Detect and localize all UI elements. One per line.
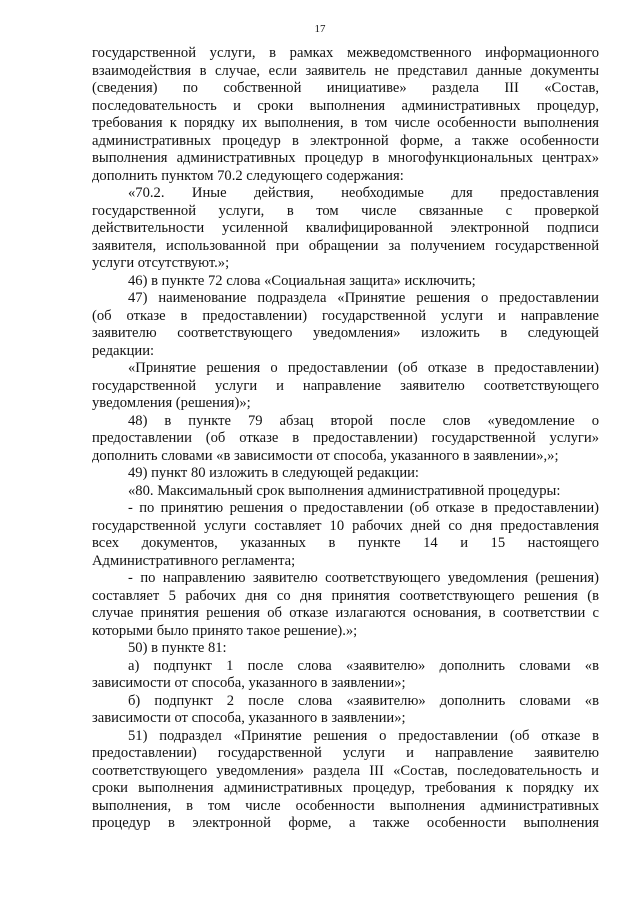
text-line: зависимости от способа, указанного в заявлении»; <box>92 675 406 691</box>
text-line: дополнить словами «в зависимости от способа, указанного в заявлении»,»; <box>92 447 559 464</box>
text-line: - по принятию решения о предоставлении (об отказе в предоставлении) <box>128 500 599 516</box>
text-line: (об отказе в предоставлении) государственной услуги и направление <box>92 307 599 324</box>
text-line: выполнения административных процедур в многофункциональных центрах» <box>92 150 599 166</box>
text-line: взаимодействия в случае, если заявитель не представил данные документы <box>92 62 599 79</box>
text-line: всех документов, указанных в пункте 14 и 15 настоящего <box>92 535 599 551</box>
text-line: государственной услуги и направление заявителю соответствующего <box>92 377 599 394</box>
page-number: 17 <box>314 23 326 35</box>
text-line: предоставлении (об отказе в предоставлении) государственной услуги» <box>92 430 599 446</box>
text-line: дополнить пунктом 70.2 следующего содержания: <box>92 167 404 184</box>
text-line: заявителю соответствующего уведомления» изложить в следующей <box>92 325 599 341</box>
text-line: которыми было принято такое решение).»; <box>92 622 358 639</box>
text-line: государственной услуги составляет 10 рабочих дней со дня предоставления <box>92 517 599 534</box>
text-line: Административного регламента; <box>92 552 296 569</box>
text-line: соответствующего уведомления» раздела III «Состав, последовательность и <box>92 762 599 779</box>
text-line: 51) подраздел «Принятие решения о предоставлении (об отказе в <box>128 727 599 744</box>
text-line: редакции: <box>92 342 155 359</box>
text-line: 50) в пункте 81: <box>128 640 227 656</box>
text-line: составляет 5 рабочих дня со дня принятия соответствующего решения (в <box>92 587 599 604</box>
text-line: административных процедур в электронной форме, а также особенности <box>92 132 599 149</box>
text-line: случае принятия решения об отказе излагаются основания, в соответствии с <box>92 605 599 621</box>
text-line: сроки выполнения административных процедур, требования к порядку их <box>92 780 599 796</box>
text-line: 47) наименование подраздела «Принятие решения о предоставлении <box>128 290 599 306</box>
text-line: «80. Максимальный срок выполнения административной процедуры: <box>128 482 561 499</box>
text-line: 46) в пункте 72 слова «Социальная защита» исключить; <box>128 272 476 289</box>
text-line: «70.2. Иные действия, необходимые для предоставления <box>128 185 599 201</box>
document-body <box>92 45 599 833</box>
text-line: зависимости от способа, указанного в заявлении»; <box>92 710 406 726</box>
text-line: - по направлению заявителю соответствующего уведомления (решения) <box>128 570 599 586</box>
text-line: а) подпункт 1 после слова «заявителю» дополнить словами «в <box>128 657 599 674</box>
text-line: государственной услуги, в том числе связанные с проверкой <box>92 202 599 219</box>
text-line: (сведения) по собственной инициативе» раздела III «Состав, <box>92 80 599 96</box>
text-line: 48) в пункте 79 абзац второй после слов «уведомление о <box>128 412 599 429</box>
text-line: требования к порядку их выполнения, в том числе особенности выполнения <box>92 115 599 131</box>
text-line: процедур в электронной форме, а также особенности выполнения <box>92 815 599 831</box>
text-line: выполнения, в том числе особенности выполнения административных <box>92 797 599 814</box>
text-line: 49) пункт 80 изложить в следующей редакции: <box>128 465 419 481</box>
text-line: государственной услуги, в рамках межведомственного информационного <box>92 45 599 61</box>
text-line: уведомления (решения)»; <box>92 395 251 411</box>
text-line: последовательность и сроки выполнения административных процедур, <box>92 97 599 114</box>
text-line: б) подпункт 2 после слова «заявителю» дополнить словами «в <box>128 692 599 709</box>
text-line: предоставлении) государственной услуги и направление заявителю <box>92 745 599 761</box>
text-line: «Принятие решения о предоставлении (об отказе в предоставлении) <box>128 360 599 376</box>
text-line: услуги отсутствуют.»; <box>92 255 230 271</box>
text-line: действительности усиленной квалифицированной электронной подписи <box>92 220 599 236</box>
text-line: заявителя, использованной при обращении за получением государственной <box>92 237 599 254</box>
